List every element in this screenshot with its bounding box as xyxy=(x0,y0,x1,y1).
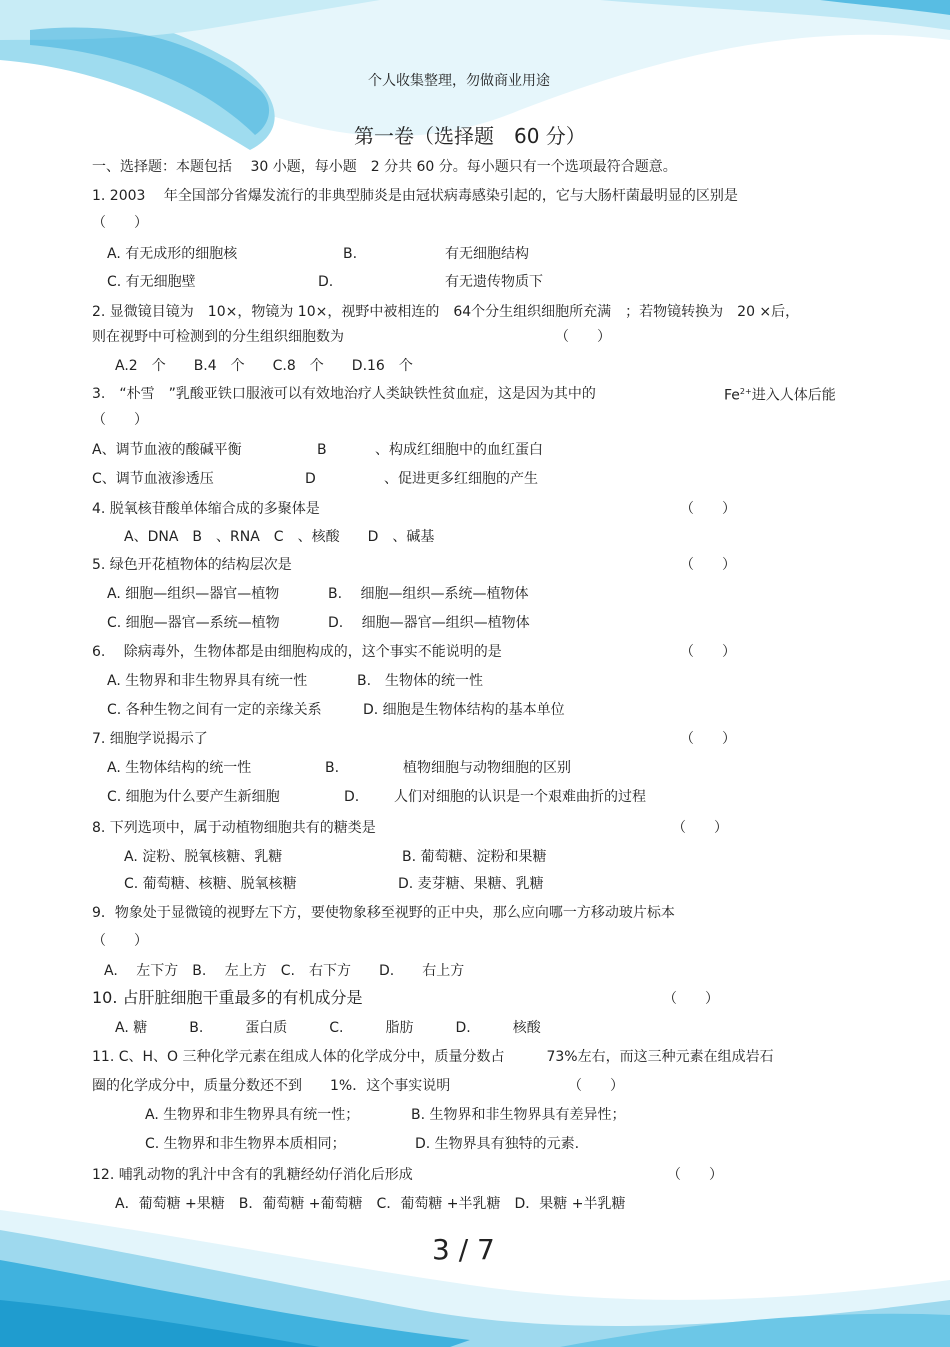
q11-stem-line1: 11. C、H、O 三种化学元素在组成人体的化学成分中，质量分数占 73%左右，而这三种元素在组成岩石 xyxy=(92,1049,774,1065)
q3-fe-after: 进入人体后能 xyxy=(751,387,836,404)
q2-paren: （ ） xyxy=(555,329,611,345)
q7-option-b-label: B. xyxy=(325,760,340,776)
q11-option-a: A. 生物界和非生物界具有统一性； xyxy=(145,1107,360,1123)
q1-option-a: A. 有无成形的细胞核 xyxy=(107,246,238,262)
q4-paren: （ ） xyxy=(680,501,736,517)
q12-paren: （ ） xyxy=(667,1167,723,1183)
q3-option-d: 、促进更多红细胞的产生 xyxy=(384,471,538,487)
q1-paren: （ ） xyxy=(92,215,148,231)
q10-paren: （ ） xyxy=(663,991,719,1007)
q1-option-d: 有无遗传物质下 xyxy=(445,274,543,290)
q3-option-b: 、构成红细胞中的血红蛋白 xyxy=(375,442,543,458)
q12-options: A．葡萄糖 +果糖 B．葡萄糖 +葡萄糖 C．葡萄糖 +半乳糖 D．果糖 +半乳糖 xyxy=(115,1196,626,1212)
q6-paren: （ ） xyxy=(680,644,736,660)
instructions: 一、选择题：本题包括 30 小题，每小题 2 分共 60 分。每小题只有一个选项最符合题意。 xyxy=(92,159,677,175)
q2-stem-line1: 2. 显微镜目镜为 10×，物镜为 10×，视野中被相连的 64个分生组织细胞所充满 ；若物镜转换为 20 ×后， xyxy=(92,304,800,320)
q11-stem-line2: 圈的化学成分中，质量分数还不到 1%．这个事实说明 xyxy=(92,1078,451,1094)
q7-option-d: 人们对细胞的认识是一个艰难曲折的过程 xyxy=(394,789,646,805)
q3-paren: （ ） xyxy=(92,412,148,428)
q10-stem: 10. 占肝脏细胞干重最多的有机成分是 xyxy=(92,988,363,1007)
q5-paren: （ ） xyxy=(680,557,736,573)
q3-stem: 3. “朴雪 ”乳酸亚铁口服液可以有效地治疗人类缺铁性贫血症，这是因为其中的 xyxy=(92,386,596,402)
q7-option-d-label: D. xyxy=(344,789,360,805)
section-title: 第一卷（选择题 60 分） xyxy=(354,124,586,148)
q3-option-c: C、调节血液渗透压 xyxy=(92,471,214,487)
q6-option-a: A. 生物界和非生物界具有统一性 xyxy=(107,673,308,689)
q8-option-b: B. 葡萄糖、淀粉和果糖 xyxy=(402,849,547,865)
q1-option-d-label: D. xyxy=(318,274,334,290)
page-number: 3 / 7 xyxy=(432,1233,495,1266)
q9-stem: 9．物象处于显微镜的视野左下方，要使物象移至视野的正中央，那么应向哪一方移动玻片标本 xyxy=(92,905,675,921)
q1-option-c: C. 有无细胞壁 xyxy=(107,274,196,290)
q2-options: A.2 个 B.4 个 C.8 个 D.16 个 xyxy=(115,358,413,374)
q6-stem: 6. 除病毒外，生物体都是由细胞构成的，这个事实不能说明的是 xyxy=(92,644,502,660)
page-header: 个人收集整理，勿做商业用途 xyxy=(368,73,550,89)
q5-option-a: A. 细胞—组织—器官—植物 xyxy=(107,586,280,602)
q5-option-c: C. 细胞—器官—系统—植物 xyxy=(107,615,280,631)
q6-option-b: B. 生物体的统一性 xyxy=(357,673,484,689)
q3-option-d-label: D xyxy=(305,471,316,487)
q2-stem-line2: 则在视野中可检测到的分生组织细胞数为 xyxy=(92,329,344,345)
q3-fe-ion xyxy=(724,383,836,405)
q4-stem: 4. 脱氧核苷酸单体缩合成的多聚体是 xyxy=(92,501,320,517)
q7-stem: 7. 细胞学说揭示了 xyxy=(92,731,208,747)
q10-options: A. 糖 B. 蛋白质 C. 脂肪 D. 核酸 xyxy=(115,1020,541,1036)
q5-option-b: B. 细胞—组织—系统—植物体 xyxy=(328,586,529,602)
q1-stem: 1. 2003 年全国部分省爆发流行的非典型肺炎是由冠状病毒感染引起的，它与大肠杆菌最明显的区别是 xyxy=(92,188,738,204)
q7-option-a: A. 生物体结构的统一性 xyxy=(107,760,252,776)
q9-options: A. 左下方 B. 左上方 C. 右下方 D. 右上方 xyxy=(104,963,465,979)
q8-option-c: C. 葡萄糖、核糖、脱氧核糖 xyxy=(124,876,297,892)
q8-option-a: A. 淀粉、脱氧核糖、乳糖 xyxy=(124,849,283,865)
q8-option-d: D. 麦芽糖、果糖、乳糖 xyxy=(398,876,544,892)
q7-option-c: C. 细胞为什么要产生新细胞 xyxy=(107,789,280,805)
q1-option-b-label: B. xyxy=(343,246,358,262)
q8-paren: （ ） xyxy=(672,820,728,836)
q3-option-a: A、调节血液的酸碱平衡 xyxy=(92,442,242,458)
q11-option-b: B. 生物界和非生物界具有差异性； xyxy=(411,1107,626,1123)
q9-paren: （ ） xyxy=(92,933,148,949)
q5-stem: 5. 绿色开花植物体的结构层次是 xyxy=(92,557,292,573)
q3-fe-symbol: Fe xyxy=(724,387,740,404)
q7-option-b: 植物细胞与动物细胞的区别 xyxy=(403,760,571,776)
q5-option-d: D. 细胞—器官—组织—植物体 xyxy=(328,615,530,631)
q3-option-b-label: B xyxy=(317,442,327,458)
q6-option-d: D. 细胞是生物体结构的基本单位 xyxy=(363,702,565,718)
q11-paren: （ ） xyxy=(568,1078,624,1094)
q3-fe-charge: 2+ xyxy=(739,387,752,396)
q4-options: A、DNA B 、RNA C 、核酸 D 、碱基 xyxy=(124,529,435,545)
q11-option-c: C. 生物界和非生物界本质相同； xyxy=(145,1136,346,1152)
q7-paren: （ ） xyxy=(680,731,736,747)
q11-option-d: D. 生物界具有独特的元素. xyxy=(415,1136,580,1152)
q12-stem: 12. 哺乳动物的乳汁中含有的乳糖经幼仔消化后形成 xyxy=(92,1167,413,1183)
q8-stem: 8. 下列选项中，属于动植物细胞共有的糖类是 xyxy=(92,820,376,836)
q1-option-b: 有无细胞结构 xyxy=(445,246,529,262)
q6-option-c: C. 各种生物之间有一定的亲缘关系 xyxy=(107,702,322,718)
